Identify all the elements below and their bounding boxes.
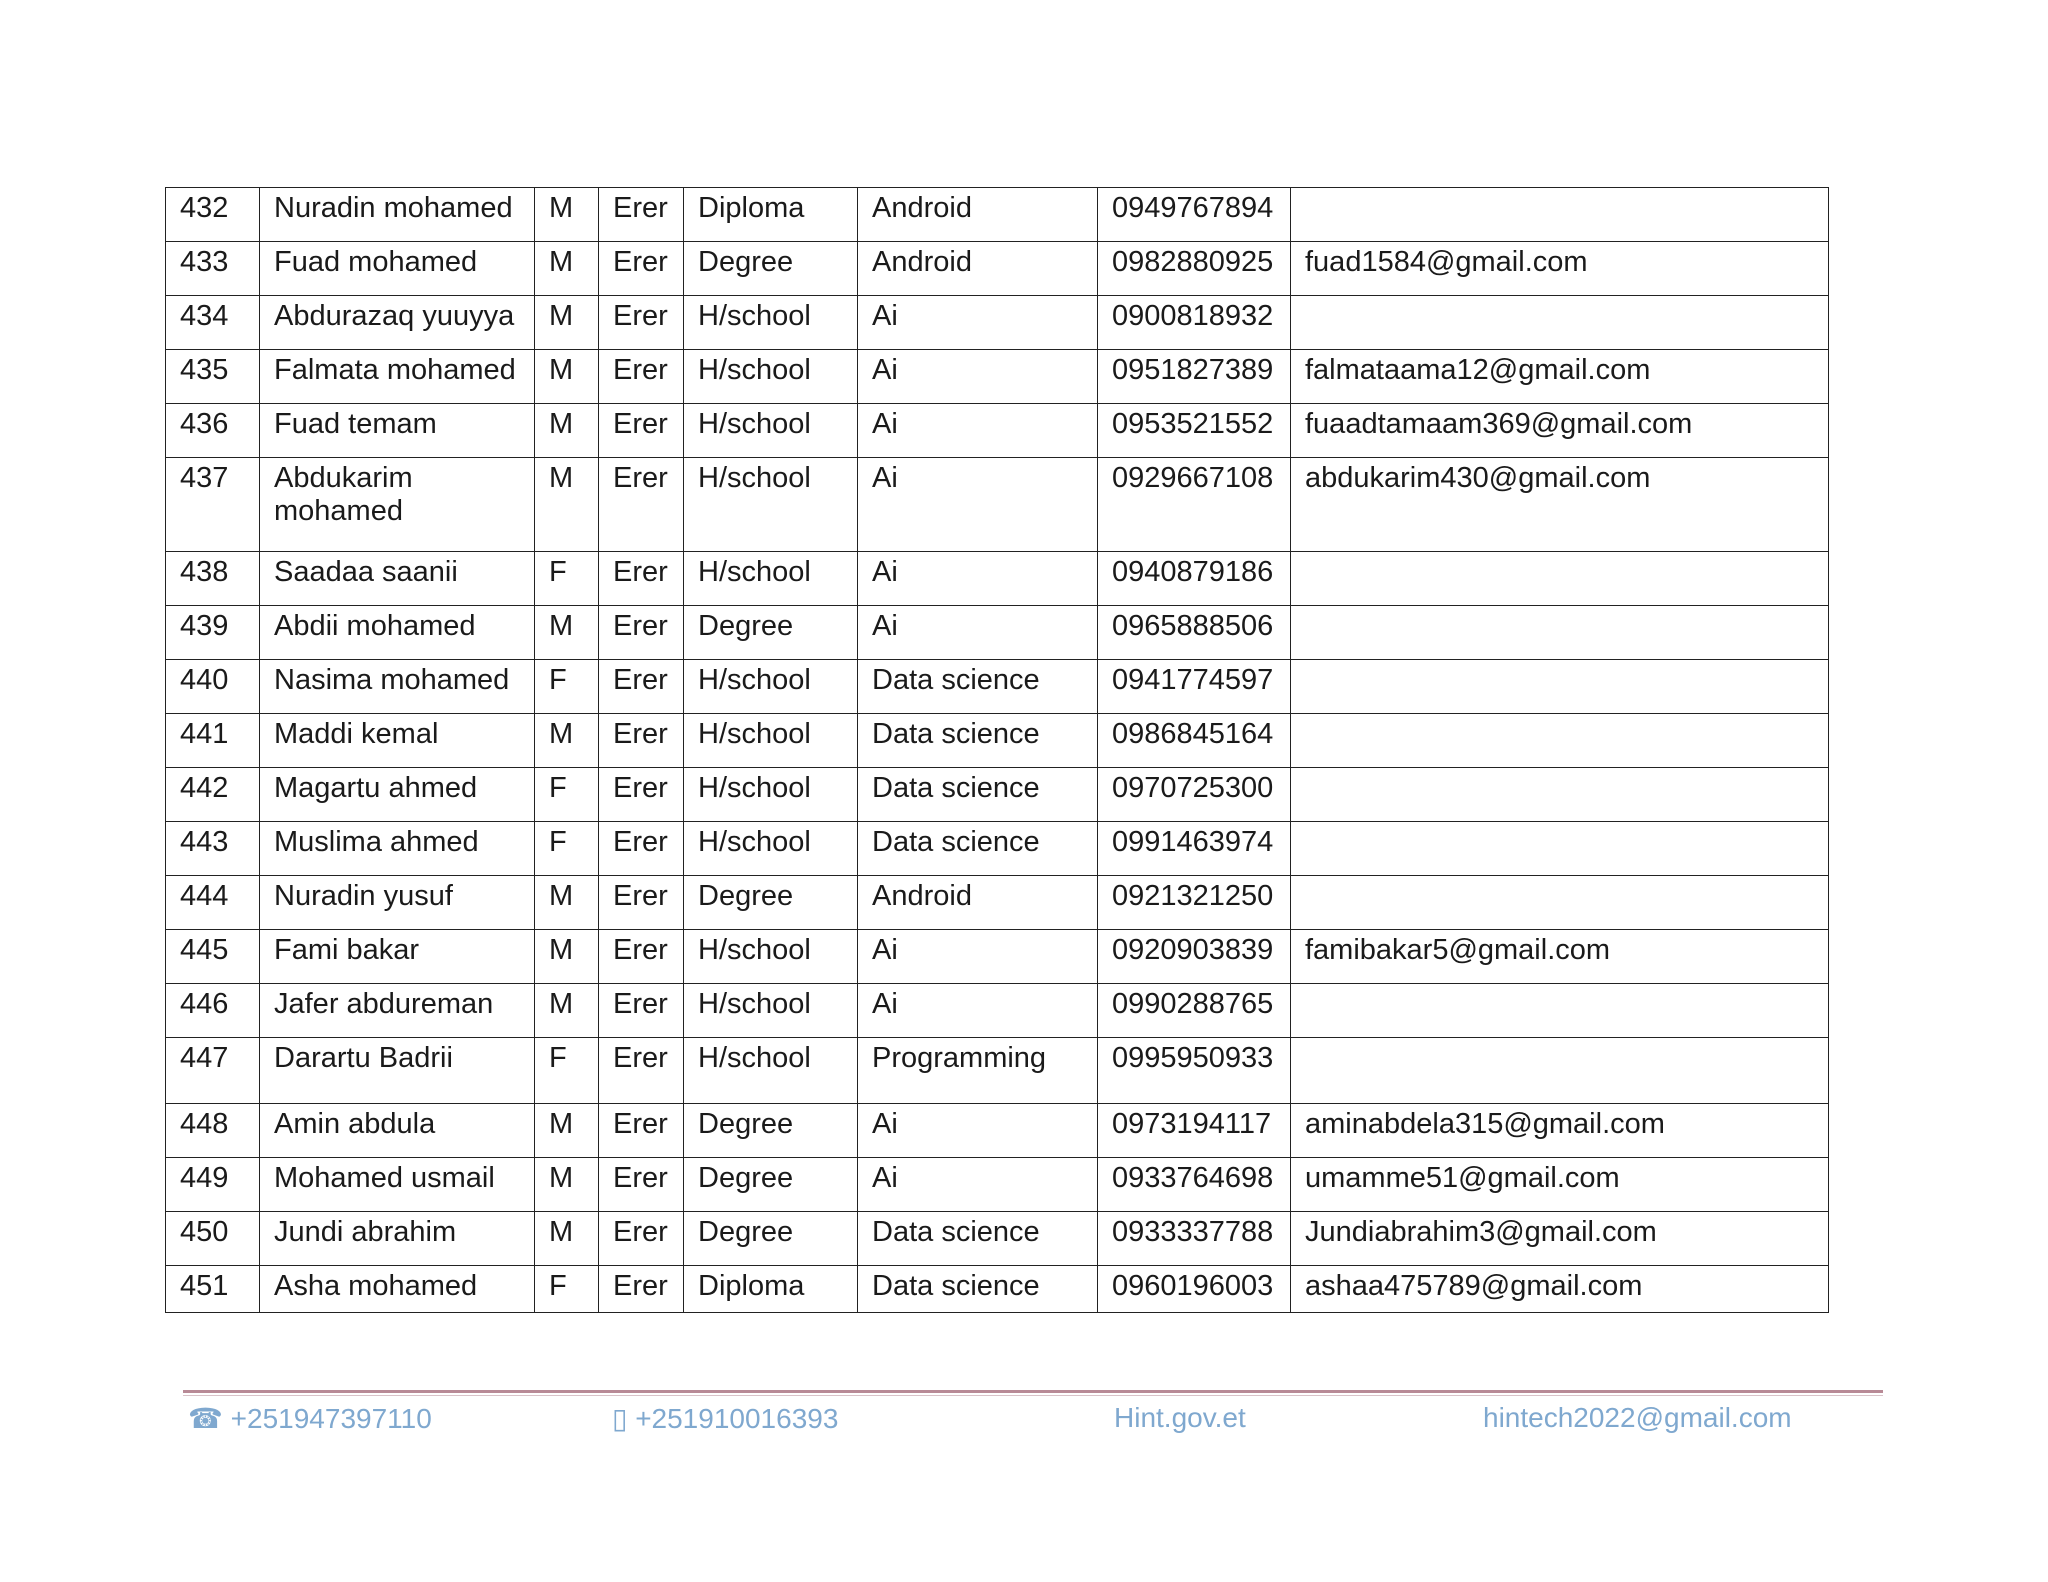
table-row [166,714,1829,768]
email-cell [1291,660,1829,714]
sex-cell: M [535,714,599,768]
sex-cell: F [535,660,599,714]
name-cell: Mohamed usmail [260,1158,535,1212]
education-cell: H/school [684,458,858,552]
name-cell: Magartu ahmed [260,768,535,822]
email-cell: abdukarim430@gmail.com [1291,458,1829,552]
field-cell: Programming [858,1038,1098,1104]
phone-cell: 0940879186 [1098,552,1291,606]
field-cell: Ai [858,552,1098,606]
footer-phone-secondary: ▯ +251910016393 [612,1403,839,1434]
name-cell: Asha mohamed [260,1266,535,1313]
sex-cell: M [535,984,599,1038]
sex-cell: F [535,768,599,822]
table-row [166,606,1829,660]
row-number-cell: 450 [166,1212,260,1266]
email-cell: falmataama12@gmail.com [1291,350,1829,404]
email-cell: umamme51@gmail.com [1291,1158,1829,1212]
location-cell: Erer [599,768,684,822]
education-cell: Diploma [684,1266,858,1313]
sex-cell: M [535,1158,599,1212]
trainee-table [165,187,1829,1313]
education-cell: H/school [684,984,858,1038]
footer-divider [183,1390,1883,1393]
location-cell: Erer [599,458,684,552]
education-cell: H/school [684,768,858,822]
name-cell: Fuad mohamed [260,242,535,296]
education-cell: Degree [684,1158,858,1212]
sex-cell: M [535,458,599,552]
field-cell: Data science [858,822,1098,876]
row-number-cell: 447 [166,1038,260,1104]
trainee-table-body [166,188,1829,1313]
email-cell: fuad1584@gmail.com [1291,242,1829,296]
email-cell [1291,296,1829,350]
email-cell [1291,714,1829,768]
sex-cell: F [535,1038,599,1104]
education-cell: Degree [684,1104,858,1158]
sex-cell: M [535,188,599,242]
location-cell: Erer [599,552,684,606]
footer-divider-secondary [183,1395,1883,1396]
location-cell: Erer [599,822,684,876]
field-cell: Ai [858,296,1098,350]
field-cell: Data science [858,768,1098,822]
name-cell: Darartu Badrii [260,1038,535,1104]
location-cell: Erer [599,606,684,660]
phone-cell: 0965888506 [1098,606,1291,660]
education-cell: Degree [684,1212,858,1266]
education-cell: H/school [684,930,858,984]
email-cell [1291,984,1829,1038]
field-cell: Ai [858,984,1098,1038]
field-cell: Ai [858,1104,1098,1158]
field-cell: Ai [858,404,1098,458]
table-row [166,822,1829,876]
field-cell: Ai [858,1158,1098,1212]
row-number-cell: 434 [166,296,260,350]
field-cell: Ai [858,350,1098,404]
phone-cell: 0933337788 [1098,1212,1291,1266]
email-cell [1291,822,1829,876]
phone-cell: 0986845164 [1098,714,1291,768]
row-number-cell: 446 [166,984,260,1038]
phone-cell: 0990288765 [1098,984,1291,1038]
table-row [166,1266,1829,1313]
footer-email: hintech2022@gmail.com [1483,1402,1792,1433]
education-cell: H/school [684,660,858,714]
field-cell: Ai [858,458,1098,552]
phone-cell: 0973194117 [1098,1104,1291,1158]
footer-phone-primary: ☎ +251947397110 [188,1403,432,1434]
sex-cell: F [535,552,599,606]
education-cell: H/school [684,714,858,768]
location-cell: Erer [599,660,684,714]
phone-cell: 0982880925 [1098,242,1291,296]
email-cell [1291,1038,1829,1104]
table-row [166,296,1829,350]
location-cell: Erer [599,876,684,930]
table-row [166,350,1829,404]
table-row [166,984,1829,1038]
email-cell [1291,606,1829,660]
email-cell: fuaadtamaam369@gmail.com [1291,404,1829,458]
location-cell: Erer [599,350,684,404]
location-cell: Erer [599,1038,684,1104]
name-cell: Jundi abrahim [260,1212,535,1266]
row-number-cell: 432 [166,188,260,242]
phone-cell: 0941774597 [1098,660,1291,714]
name-cell: Muslima ahmed [260,822,535,876]
name-cell: Abdii mohamed [260,606,535,660]
name-cell: Abdukarim mohamed [260,458,535,552]
row-number-cell: 451 [166,1266,260,1313]
field-cell: Ai [858,606,1098,660]
table-row [166,1212,1829,1266]
sex-cell: M [535,350,599,404]
name-cell: Maddi kemal [260,714,535,768]
phone-cell: 0920903839 [1098,930,1291,984]
location-cell: Erer [599,1104,684,1158]
field-cell: Ai [858,930,1098,984]
table-row [166,242,1829,296]
field-cell: Data science [858,1212,1098,1266]
name-cell: Nuradin mohamed [260,188,535,242]
table-row [166,1104,1829,1158]
table-row [166,930,1829,984]
phone-cell: 0970725300 [1098,768,1291,822]
row-number-cell: 442 [166,768,260,822]
footer-website: Hint.gov.et [1114,1402,1246,1433]
phone-cell: 0991463974 [1098,822,1291,876]
sex-cell: F [535,1266,599,1313]
email-cell: aminabdela315@gmail.com [1291,1104,1829,1158]
email-cell [1291,768,1829,822]
row-number-cell: 448 [166,1104,260,1158]
row-number-cell: 433 [166,242,260,296]
email-cell: ashaa475789@gmail.com [1291,1266,1829,1313]
row-number-cell: 436 [166,404,260,458]
table-row [166,1038,1829,1104]
education-cell: H/school [684,404,858,458]
education-cell: Diploma [684,188,858,242]
email-cell [1291,552,1829,606]
education-cell: H/school [684,296,858,350]
row-number-cell: 445 [166,930,260,984]
email-cell [1291,876,1829,930]
sex-cell: M [535,1104,599,1158]
education-cell: H/school [684,1038,858,1104]
name-cell: Abdurazaq yuuyya [260,296,535,350]
name-cell: Saadaa saanii [260,552,535,606]
phone-cell: 0960196003 [1098,1266,1291,1313]
sex-cell: M [535,606,599,660]
table-row [166,404,1829,458]
location-cell: Erer [599,188,684,242]
location-cell: Erer [599,1266,684,1313]
table-row [166,552,1829,606]
row-number-cell: 435 [166,350,260,404]
education-cell: Degree [684,242,858,296]
education-cell: H/school [684,552,858,606]
phone-cell: 0921321250 [1098,876,1291,930]
location-cell: Erer [599,296,684,350]
location-cell: Erer [599,714,684,768]
email-cell [1291,188,1829,242]
phone-cell: 0929667108 [1098,458,1291,552]
table-row [166,768,1829,822]
row-number-cell: 443 [166,822,260,876]
field-cell: Data science [858,660,1098,714]
name-cell: Falmata mohamed [260,350,535,404]
row-number-cell: 444 [166,876,260,930]
sex-cell: M [535,876,599,930]
phone-cell: 0995950933 [1098,1038,1291,1104]
name-cell: Fami bakar [260,930,535,984]
email-cell: famibakar5@gmail.com [1291,930,1829,984]
location-cell: Erer [599,1212,684,1266]
sex-cell: M [535,930,599,984]
phone-cell: 0951827389 [1098,350,1291,404]
table-row [166,1158,1829,1212]
location-cell: Erer [599,984,684,1038]
phone-cell: 0949767894 [1098,188,1291,242]
field-cell: Android [858,242,1098,296]
name-cell: Fuad temam [260,404,535,458]
education-cell: H/school [684,822,858,876]
row-number-cell: 449 [166,1158,260,1212]
location-cell: Erer [599,404,684,458]
page-footer [0,1402,2048,1442]
field-cell: Android [858,876,1098,930]
row-number-cell: 440 [166,660,260,714]
sex-cell: M [535,1212,599,1266]
row-number-cell: 439 [166,606,260,660]
row-number-cell: 438 [166,552,260,606]
sex-cell: M [535,296,599,350]
sex-cell: M [535,242,599,296]
location-cell: Erer [599,1158,684,1212]
row-number-cell: 437 [166,458,260,552]
name-cell: Nuradin yusuf [260,876,535,930]
field-cell: Data science [858,714,1098,768]
location-cell: Erer [599,930,684,984]
location-cell: Erer [599,242,684,296]
sex-cell: M [535,404,599,458]
name-cell: Jafer abdureman [260,984,535,1038]
education-cell: Degree [684,876,858,930]
name-cell: Amin abdula [260,1104,535,1158]
phone-cell: 0900818932 [1098,296,1291,350]
phone-cell: 0933764698 [1098,1158,1291,1212]
phone-cell: 0953521552 [1098,404,1291,458]
table-row [166,458,1829,552]
row-number-cell: 441 [166,714,260,768]
table-row [166,876,1829,930]
table-row [166,188,1829,242]
education-cell: Degree [684,606,858,660]
field-cell: Data science [858,1266,1098,1313]
email-cell: Jundiabrahim3@gmail.com [1291,1212,1829,1266]
field-cell: Android [858,188,1098,242]
name-cell: Nasima mohamed [260,660,535,714]
sex-cell: F [535,822,599,876]
table-row [166,660,1829,714]
education-cell: H/school [684,350,858,404]
